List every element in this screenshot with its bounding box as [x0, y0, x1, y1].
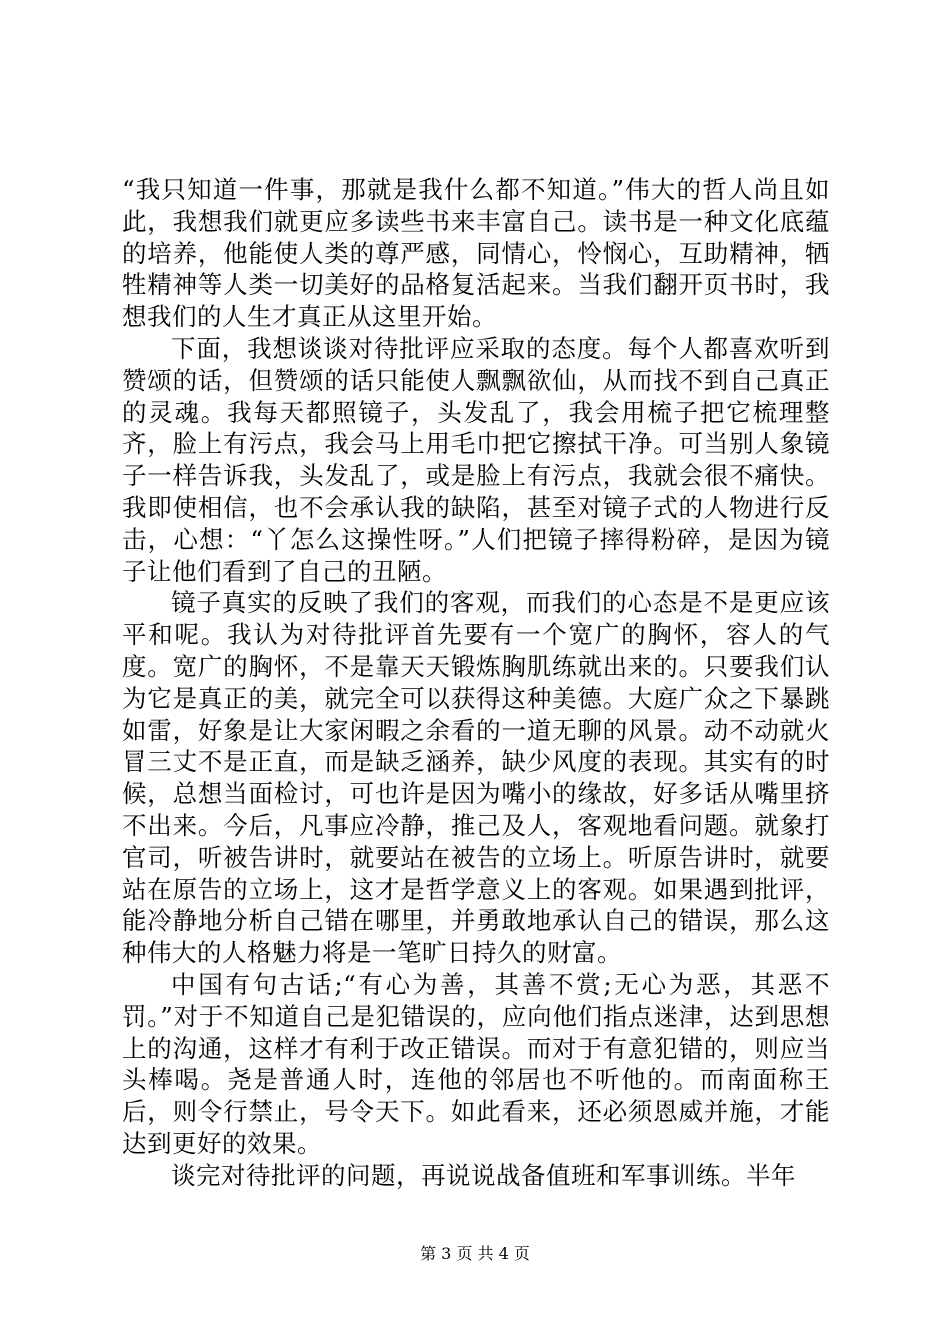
paragraph-2: 下面，我想谈谈对待批评应采取的态度。每个人都喜欢听到赞颂的话，但赞颂的话只能使人飘飘欲仙，从而找不到自己真正的灵魂。我每天都照镜子，头发乱了，我会用梳子把它梳理整齐，脸上有污点，我会马上用毛巾把它擦拭干净。可当别人象镜子一样告诉我，头发乱了，或是脸上有污点，我就会很不痛快。我即使相信，也不会承认我的缺陷，甚至对镜子式的人物进行反击，心想：“丫怎么这操性呀。”人们把镜子摔得粉碎，是因为镜子让他们看到了自己的丑陋。: [122, 333, 830, 586]
page-number-label: 第 3 页 共 4 页: [420, 1244, 530, 1263]
page-footer: [0, 1244, 950, 1264]
paragraph-5: 谈完对待批评的问题，再说说战备值班和军事训练。半年: [171, 1160, 796, 1190]
paragraph-3: 镜子真实的反映了我们的客观，而我们的心态是不是更应该平和呢。我认为对待批评首先要有一个宽广的胸怀，容人的气度。宽广的胸怀，不是靠天天锻炼胸肌练就出来的。只要我们认为它是真正的美，就完全可以获得这种美德。大庭广众之下暴跳如雷，好象是让大家闲暇之余看的一道无聊的风景。动不动就火冒三丈不是正直，而是缺乏涵养，缺少风度的表现。其实有的时候，总想当面检讨，可也许是因为嘴小的缘故，好多话从嘴里挤不出来。今后，凡事应冷静，推己及人，客观地看问题。就象打官司，听被告讲时，就要站在被告的立场上。听原告讲时，就要站在原告的立场上，这才是哲学意义上的客观。如果遇到批评，能冷静地分析自己错在哪里，并勇敢地承认自己的错误，那么这种伟大的人格魅力将是一笔旷日持久的财富。: [122, 588, 830, 968]
document-body: [122, 174, 830, 1192]
paragraph-1: “我只知道一件事，那就是我什么都不知道。”伟大的哲人尚且如此，我想我们就更应多读些书来丰富自己。读书是一种文化底蕴的培养，他能使人类的尊严感，同情心，怜悯心，互助精神，牺牲精神等人类一切美好的品格复活起来。当我们翻开页书时，我想我们的人生才真正从这里开始。: [122, 175, 830, 332]
paragraph-4: 中国有句古话;“有心为善，其善不赏;无心为恶，其恶不罚。”对于不知道自己是犯错误的，应向他们指点迷津，达到思想上的沟通，这样才有利于改正错误。而对于有意犯错的，则应当头棒喝。尧是普通人时，连他的邻居也不听他的。而南面称王后，则令行禁止，号令天下。如此看来，还必须恩威并施，才能达到更好的效果。: [122, 969, 830, 1158]
